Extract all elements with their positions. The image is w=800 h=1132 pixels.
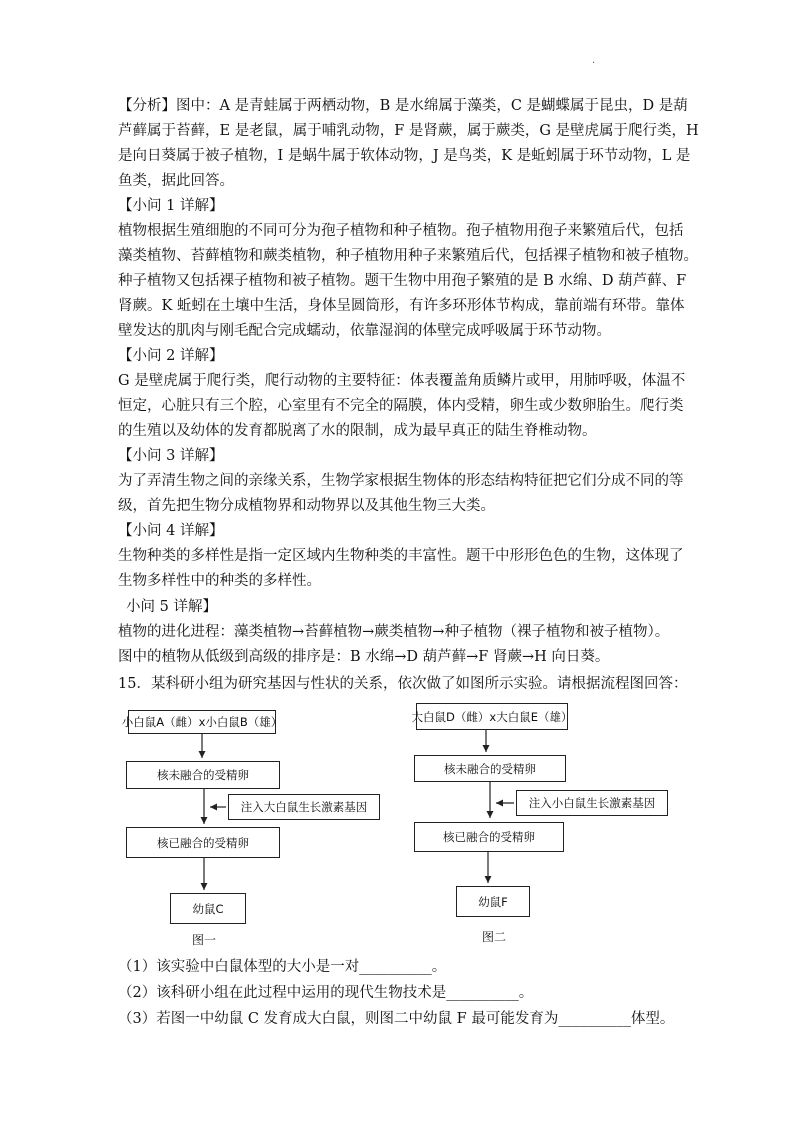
q5-line: 植物的进化进程：藻类植物→苔藓植物→蕨类植物→种子植物（裸子植物和被子植物）。 [118,624,670,640]
fig2-fused-egg-box: 核已融合的受精卵 [414,822,564,852]
fig2-unfused-egg-box: 核未融合的受精卵 [414,755,566,782]
fig1-parents-box: 小白鼠A（雌）x小白鼠B（雄） [128,710,276,734]
q2-line: 恒定，心脏只有三个腔，心室里有不完全的隔膜，体内受精，卵生或少数卵胎生。爬行类 [118,398,684,414]
fig2-caption: 图二 [482,930,507,944]
fig1-caption: 图一 [192,933,217,947]
fig1-offspring-box: 幼鼠C [170,893,246,924]
analysis-line: 是向日葵属于被子植物，I 是蜗牛属于软体动物，J 是鸟类，K 是蚯蚓属于环节动物，L 是 [118,148,691,164]
fig2-parents-box: 大白鼠D（雌）x大白鼠E（雄） [416,703,568,730]
q2-line: 的生殖以及幼体的发育都脱离了水的限制，成为最早真正的陆生脊椎动物。 [118,423,597,439]
question-2: （2）该科研小组在此过程中运用的现代生物技术是__________。 [118,985,534,1001]
fig1-unfused-egg-box: 核未融合的受精卵 [126,761,280,789]
q5-heading: 小问 5 详解】 [126,599,217,615]
q4-line: 生物多样性中的种类的多样性。 [118,573,321,589]
header-mark: · [592,58,596,69]
analysis-line: 【分析】图中：A 是青蛙属于两栖动物，B 是水绵属于藻类，C 是蝴蝶属于昆虫，D 是葫 [118,98,688,114]
q3-heading: 【小问 3 详解】 [118,448,224,464]
q1-line: 壁发达的肌肉与刚毛配合完成蠕动，依靠湿润的体壁完成呼吸属于环节动物。 [118,323,611,339]
q4-heading: 【小问 4 详解】 [118,523,224,539]
fig1-fused-egg-box: 核已融合的受精卵 [126,827,280,858]
q3-line: 级，首先把生物分成植物界和动物界以及其他生物三大类。 [118,498,495,514]
fig1-inject-gene-box: 注入大白鼠生长激素基因 [228,794,380,820]
question-1: （1）该实验中白鼠体型的大小是一对__________。 [118,959,447,975]
q2-line: G 是壁虎属于爬行类，爬行动物的主要特征：体表覆盖角质鳞片或甲，用肺呼吸，体温不 [118,373,686,389]
analysis-line: 芦藓属于苔藓，E 是老鼠，属于哺乳动物，F 是肾蕨，属于蕨类，G 是壁虎属于爬行类，H [118,123,699,139]
analysis-line: 鱼类，据此回答。 [118,173,234,189]
question-15-intro: 15．某科研小组为研究基因与性状的关系，依次做了如图所示实验。请根据流程图回答： [118,676,688,692]
q2-heading: 【小问 2 详解】 [118,348,224,364]
question-3: （3）若图一中幼鼠 C 发育成大白鼠，则图二中幼鼠 F 最可能发育为__________体型。 [118,1011,675,1027]
q1-line: 种子植物又包括裸子植物和被子植物。题干生物中用孢子繁殖的是 B 水绵、D 葫芦藓、F [118,273,687,289]
q1-line: 肾蕨。K 蚯蚓在土壤中生活，身体呈圆筒形，有许多环形体节构成，靠前端有环带。靠体 [118,298,685,314]
q3-line: 为了弄清生物之间的亲缘关系，生物学家根据生物体的形态结构特征把它们分成不同的等 [118,473,684,489]
q4-line: 生物种类的多样性是指一定区域内生物种类的丰富性。题干中形形色色的生物，这体现了 [118,548,684,564]
q1-line: 藻类植物、苔藓植物和蕨类植物，种子植物用种子来繁殖后代，包括裸子植物和被子植物。 [118,248,698,264]
fig2-offspring-box: 幼鼠F [456,886,530,917]
q5-line: 图中的植物从低级到高级的排序是：B 水绵→D 葫芦藓→F 肾蕨→H 向日葵。 [118,649,610,665]
fig2-inject-gene-box: 注入小白鼠生长激素基因 [516,790,668,816]
q1-heading: 【小问 1 详解】 [118,198,224,214]
q1-line: 植物根据生殖细胞的不同可分为孢子植物和种子植物。孢子植物用孢子来繁殖后代，包括 [118,223,684,239]
